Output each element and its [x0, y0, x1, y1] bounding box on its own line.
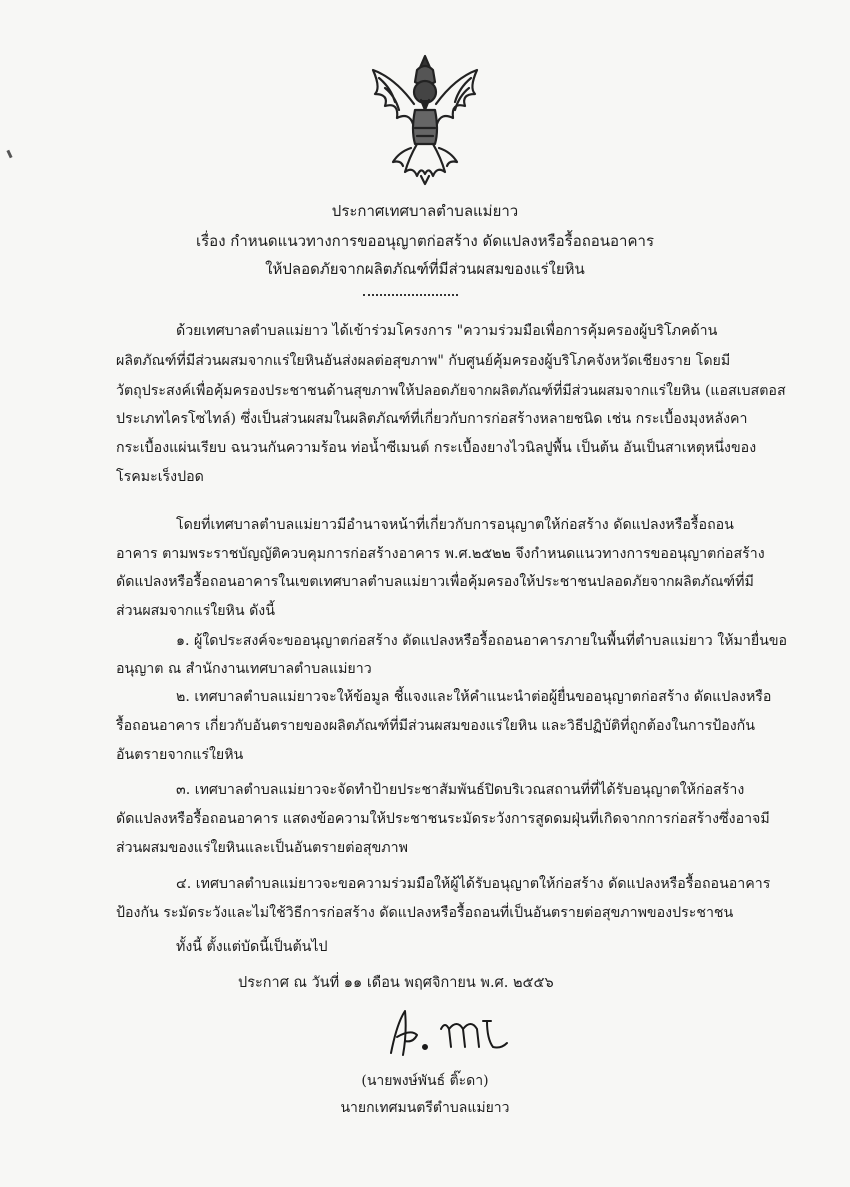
clause-4-line: ป้องกัน ระมัดระวังและไม่ใช้วิธีการก่อสร้าง ดัดแปลงหรือรื้อถอนที่เป็นอันตรายต่อสุขภาพของประชาชน	[116, 905, 734, 921]
announcement-subject-line-2: ให้ปลอดภัยจากผลิตภัณฑ์ที่มีส่วนผสมของแร่ใยหิน	[265, 260, 585, 278]
clause-4-line: ๔. เทศบาลตำบลแม่ยาวจะขอความร่วมมือให้ผู้ได้รับอนุญาตให้ก่อสร้าง ดัดแปลงหรือรื้อถอนอาคาร	[176, 876, 771, 892]
body-line: โรคมะเร็งปอด	[116, 469, 204, 485]
announcement-date: ประกาศ ณ วันที่ ๑๑ เดือน พฤศจิกายน พ.ศ. ๒๕๕๖	[238, 975, 554, 991]
clause-2-line: อันตรายจากแร่ใยหิน	[116, 747, 244, 763]
body-line: ด้วยเทศบาลตำบลแม่ยาว ได้เข้าร่วมโครงการ "ความร่วมมือเพื่อการคุ้มครองผู้บริโภคด้าน	[176, 323, 718, 339]
announcement-title: ประกาศเทศบาลตำบลแม่ยาว	[331, 202, 519, 220]
clause-3-line: ส่วนผสมของแร่ใยหินและเป็นอันตรายต่อสุขภาพ	[116, 840, 408, 856]
scan-speck	[6, 150, 12, 159]
body-line: ส่วนผสมจากแร่ใยหิน ดังนี้	[116, 603, 275, 619]
body-line: กระเบื้องแผ่นเรียบ ฉนวนกันความร้อน ท่อน้ำซีเมนต์ กระเบื้องยางไวนิลปูพื้น เป็นต้น อันเป็นสาเหตุหนึ่งของ	[116, 440, 757, 456]
clause-3-line: ๓. เทศบาลตำบลแม่ยาวจะจัดทำป้ายประชาสัมพันธ์ปิดบริเวณสถานที่ที่ได้รับอนุญาตให้ก่อสร้าง	[176, 782, 745, 798]
body-line: อาคาร ตามพระราชบัญญัติควบคุมการก่อสร้างอาคาร พ.ศ.๒๕๒๒ จึงกำหนดแนวทางการขออนุญาตก่อสร้าง	[116, 546, 765, 562]
clause-1-line: อนุญาต ณ สำนักงานเทศบาลตำบลแม่ยาว	[116, 661, 372, 677]
announcement-subject-line-1: เรื่อง กำหนดแนวทางการขออนุญาตก่อสร้าง ดัดแปลงหรือรื้อถอนอาคาร	[196, 232, 654, 250]
handwritten-signature	[383, 1003, 513, 1063]
body-line: โดยที่เทศบาลตำบลแม่ยาวมีอำนาจหน้าที่เกี่ยวกับการอนุญาตให้ก่อสร้าง ดัดแปลงหรือรื้อถอน	[176, 517, 734, 533]
effective-clause: ทั้งนี้ ตั้งแต่บัดนี้เป็นต้นไป	[176, 939, 328, 955]
body-line: ดัดแปลงหรือรื้อถอนอาคารในเขตเทศบาลตำบลแม่ยาวเพื่อคุ้มครองให้ประชาชนปลอดภัยจากผลิตภัณฑ์ที่มี	[116, 574, 754, 590]
clause-2-line: ๒. เทศบาลตำบลแม่ยาวจะให้ข้อมูล ชี้แจงและให้คำแนะนำต่อผู้ยื่นขออนุญาตก่อสร้าง ดัดแปลงหรือ	[176, 689, 772, 705]
clause-3-line: ดัดแปลงหรือรื้อถอนอาคาร แสดงข้อความให้ประชาชนระมัดระวังการสูดดมฝุ่นที่เกิดจากการก่อสร้างซึ่งอาจมี	[116, 811, 770, 827]
garuda-emblem-icon	[355, 48, 495, 188]
title-divider	[363, 294, 458, 296]
signer-name: (นายพงษ์พันธ์ ติ๊ะดา)	[361, 1073, 489, 1089]
clause-2-line: รื้อถอนอาคาร เกี่ยวกับอันตรายของผลิตภัณฑ์ที่มีส่วนผสมของแร่ใยหิน และวิธีปฏิบัติที่ถูกต้องในการป้องกัน	[116, 718, 755, 734]
body-line: ประเภทไครโซไทล์) ซึ่งเป็นส่วนผสมในผลิตภัณฑ์ที่เกี่ยวกับการก่อสร้างหลายชนิด เช่น กระเบื้องมุงหลังคา	[116, 411, 748, 427]
signer-title: นายกเทศมนตรีตำบลแม่ยาว	[340, 1100, 510, 1116]
body-line: วัตถุประสงค์เพื่อคุ้มครองประชาชนด้านสุขภาพให้ปลอดภัยจากผลิตภัณฑ์ที่มีส่วนผสมจากแร่ใยหิน (แอสเบสตอส	[116, 383, 786, 399]
body-line: ผลิตภัณฑ์ที่มีส่วนผสมจากแร่ใยหินอันส่งผลต่อสุขภาพ" กับศูนย์คุ้มครองผู้บริโภคจังหวัดเชียงราย โดยมี	[116, 353, 731, 369]
clause-1-line: ๑. ผู้ใดประสงค์จะขออนุญาตก่อสร้าง ดัดแปลงหรือรื้อถอนอาคารภายในพื้นที่ตำบลแม่ยาว ให้มายื่นขอ	[176, 633, 788, 649]
